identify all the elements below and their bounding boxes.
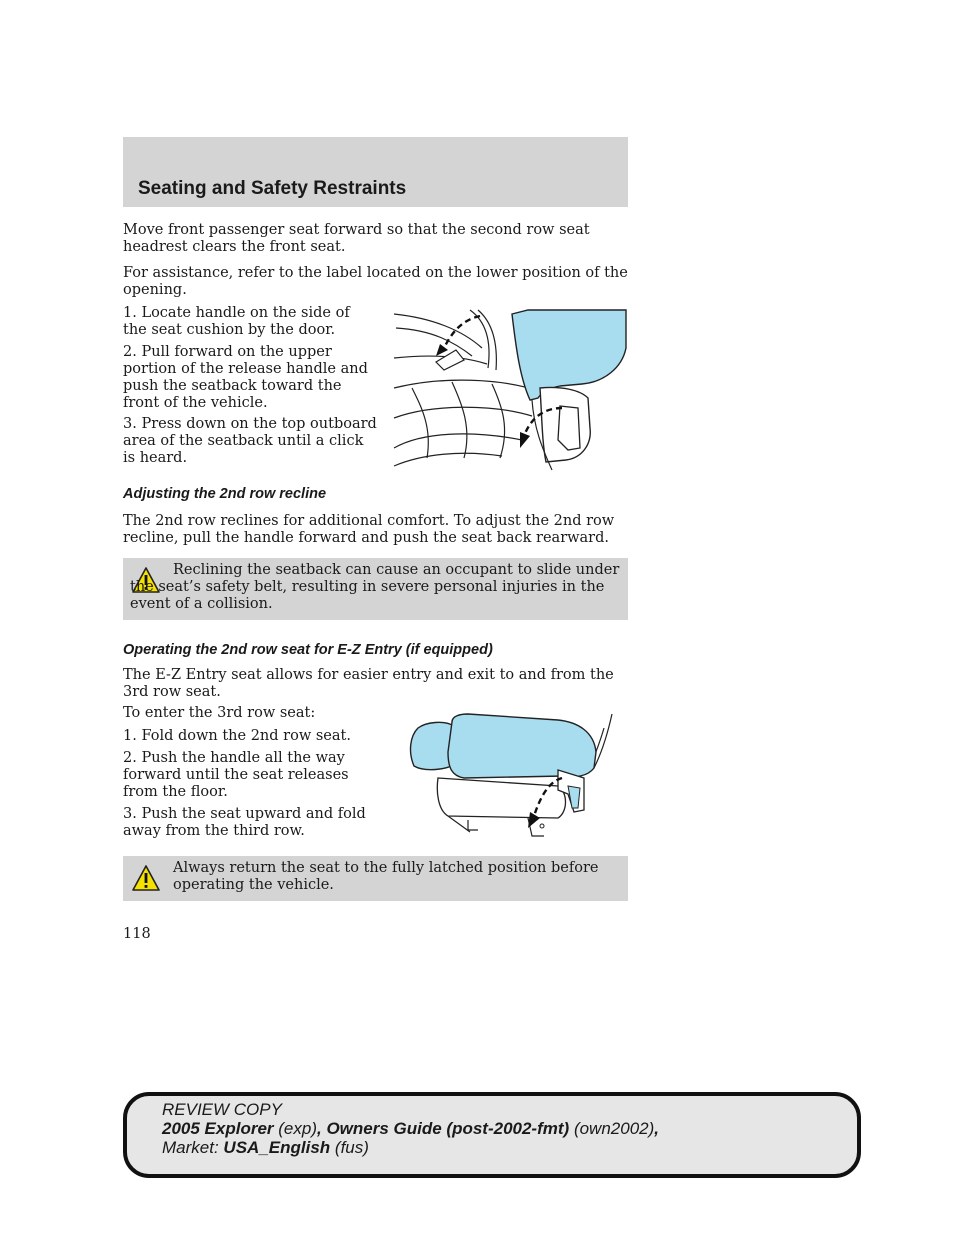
step-a-3: 3. Press down on the top outboard area of the seatback until a click is heard. bbox=[123, 416, 377, 466]
footer-separator-2: , bbox=[654, 1119, 659, 1138]
recline-warning-box bbox=[123, 558, 628, 620]
footer-guide-code: (own2002) bbox=[573, 1119, 655, 1138]
seatback-release-illustration bbox=[392, 308, 628, 472]
page-number: 118 bbox=[123, 926, 151, 942]
intro-paragraph-1: Move front passenger seat forward so that the second row seat headrest clears the front seat. bbox=[123, 222, 590, 255]
footer-model-line bbox=[162, 1119, 659, 1138]
ezentry-step-1: 1. Fold down the 2nd row seat. bbox=[123, 728, 351, 744]
footer-model-code: (exp) bbox=[278, 1119, 317, 1138]
ezentry-warning-text: Always return the seat to the fully latched position before operating the vehicle. bbox=[173, 860, 599, 893]
step-a-1: 1. Locate handle on the side of the seat cushion by the door. bbox=[123, 305, 350, 338]
recline-body: The 2nd row reclines for additional comfort. To adjust the 2nd row recline, pull the handle forward and push the seat back rearward. bbox=[123, 513, 615, 546]
footer-market-line bbox=[162, 1138, 369, 1157]
ez-entry-seat-illustration bbox=[408, 712, 616, 840]
footer-guide: Owners Guide (post-2002-fmt) bbox=[326, 1119, 570, 1138]
ezentry-warning-box bbox=[123, 856, 628, 901]
footer-review-label: REVIEW COPY bbox=[162, 1100, 282, 1119]
footer-market: USA_English bbox=[223, 1138, 331, 1157]
recline-warning-text: Reclining the seatback can cause an occupant to slide under the seat’s safety belt, resulting in severe personal injuries in the event of a collision. bbox=[130, 562, 620, 612]
ezentry-heading: Operating the 2nd row seat for E-Z Entry (if equipped) bbox=[123, 642, 493, 658]
recline-heading: Adjusting the 2nd row recline bbox=[123, 486, 327, 502]
footer-market-code: (fus) bbox=[334, 1138, 369, 1157]
intro-paragraph-2: For assistance, refer to the label located on the lower position of the opening. bbox=[123, 265, 628, 298]
ezentry-step-2: 2. Push the handle all the way forward until the seat releases from the floor. bbox=[123, 750, 349, 800]
footer-model: 2005 Explorer bbox=[162, 1119, 274, 1138]
footer-separator: , bbox=[316, 1119, 327, 1138]
section-title: Seating and Safety Restraints bbox=[138, 178, 407, 199]
ezentry-step-3: 3. Push the seat upward and fold away from the third row. bbox=[123, 806, 366, 839]
review-copy-footer bbox=[123, 1092, 861, 1178]
ezentry-to-enter: To enter the 3rd row seat: bbox=[123, 705, 316, 721]
ezentry-body: The E-Z Entry seat allows for easier entry and exit to and from the 3rd row seat. bbox=[123, 667, 614, 700]
step-a-2: 2. Pull forward on the upper portion of the release handle and push the seatback toward the front of the vehicle. bbox=[123, 344, 368, 411]
footer-market-label: Market: bbox=[162, 1138, 219, 1157]
warning-icon bbox=[131, 864, 161, 892]
